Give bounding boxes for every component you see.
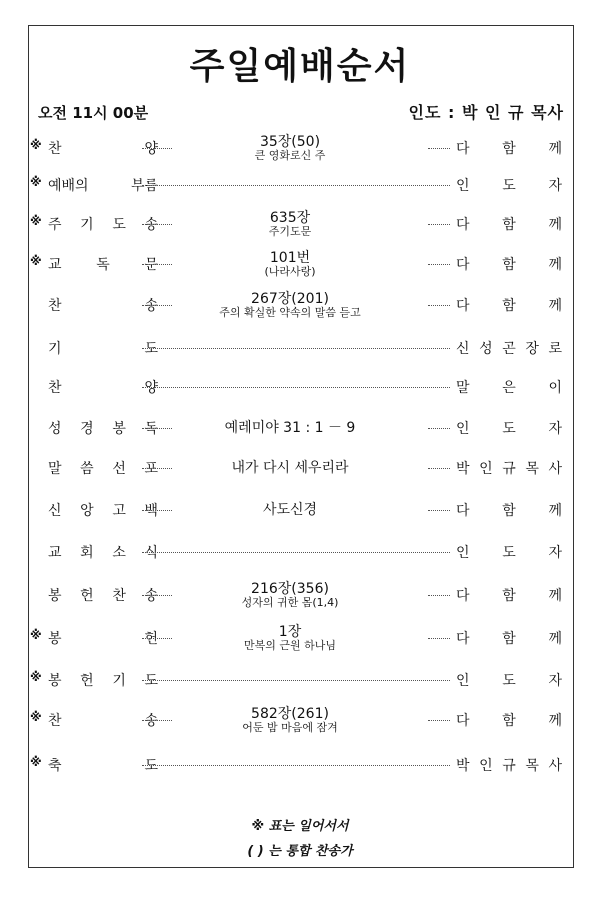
row-label: 찬 양 bbox=[48, 141, 158, 157]
worship-row bbox=[30, 624, 570, 668]
dot-leader bbox=[142, 387, 450, 388]
row-participant: 다 함 께 bbox=[456, 298, 562, 314]
dot-leader bbox=[428, 510, 450, 511]
row-participant: 인 도 자 bbox=[456, 178, 562, 194]
standing-mark: ※ bbox=[30, 710, 42, 724]
worship-row bbox=[30, 134, 570, 178]
worship-row bbox=[30, 706, 570, 750]
standing-mark: ※ bbox=[30, 214, 42, 228]
standing-mark: ※ bbox=[30, 670, 42, 684]
row-detail-main: 사도신경 bbox=[262, 502, 318, 518]
dot-leader bbox=[428, 638, 450, 639]
row-label: 신 앙 고 백 bbox=[48, 503, 158, 519]
worship-row bbox=[30, 542, 570, 582]
dot-leader bbox=[428, 595, 450, 596]
row-participant: 인 도 자 bbox=[456, 545, 562, 561]
row-participant: 박 인 규 목 사 bbox=[456, 461, 562, 477]
row-detail-sub: 주의 확실한 약속의 말씀 듣고 bbox=[219, 306, 361, 320]
worship-row bbox=[30, 581, 570, 625]
row-detail-main: 267장(201) bbox=[251, 291, 329, 307]
row-label: 교 독 문 bbox=[48, 257, 158, 273]
row-detail-main: 1장 bbox=[278, 624, 302, 640]
row-participant: 다 함 께 bbox=[456, 503, 562, 519]
page-title: 주일예배순서 bbox=[189, 46, 411, 87]
row-detail-main: 635장 bbox=[269, 210, 311, 226]
row-detail-main: 582장(261) bbox=[251, 706, 329, 722]
row-participant: 인 도 자 bbox=[456, 421, 562, 437]
dot-leader bbox=[428, 224, 450, 225]
worship-row bbox=[30, 377, 570, 417]
dot-leader bbox=[428, 264, 450, 265]
dot-leader bbox=[428, 148, 450, 149]
row-detail-main: 내가 다시 세우리라 bbox=[231, 460, 349, 476]
row-detail bbox=[160, 134, 420, 163]
row-label: 기 도 bbox=[48, 341, 158, 357]
row-detail-sub: 큰 영화로신 주 bbox=[254, 149, 326, 163]
standing-note: ※ 표는 일어서서 bbox=[251, 819, 349, 834]
row-participant: 다 함 께 bbox=[456, 588, 562, 604]
row-detail bbox=[160, 210, 420, 239]
row-detail-sub: (나라사랑) bbox=[264, 265, 316, 279]
dot-leader bbox=[142, 765, 450, 766]
worship-row bbox=[30, 500, 570, 540]
row-participant: 말 은 이 bbox=[456, 380, 562, 396]
row-participant: 다 함 께 bbox=[456, 713, 562, 729]
row-participant: 신 성 곤 장 로 bbox=[456, 341, 562, 357]
row-participant: 인 도 자 bbox=[456, 673, 562, 689]
row-label: 말 씀 선 포 bbox=[48, 461, 158, 477]
row-label: 교 회 소 식 bbox=[48, 545, 158, 561]
dot-leader bbox=[142, 552, 450, 553]
row-detail bbox=[160, 581, 420, 610]
dot-leader bbox=[142, 348, 450, 349]
dot-leader bbox=[428, 428, 450, 429]
standing-mark: ※ bbox=[30, 175, 42, 189]
row-detail bbox=[160, 420, 420, 436]
standing-mark: ※ bbox=[30, 755, 42, 769]
row-detail bbox=[160, 624, 420, 653]
row-label: 찬 송 bbox=[48, 713, 158, 729]
row-detail-main: 216장(356) bbox=[251, 581, 329, 597]
worship-row bbox=[30, 755, 570, 795]
row-detail-main: 101번 bbox=[269, 250, 311, 266]
standing-mark: ※ bbox=[30, 138, 42, 152]
row-participant: 다 함 께 bbox=[456, 217, 562, 233]
row-detail bbox=[160, 250, 420, 279]
worship-row bbox=[30, 670, 570, 710]
standing-mark: ※ bbox=[30, 254, 42, 268]
row-label: 봉 헌 찬 송 bbox=[48, 588, 158, 604]
row-participant: 다 함 께 bbox=[456, 257, 562, 273]
row-label: 봉 헌 기 도 bbox=[48, 673, 158, 689]
row-detail bbox=[160, 706, 420, 735]
worship-row bbox=[30, 250, 570, 294]
row-label: 예배의 부름 bbox=[48, 178, 158, 194]
row-label: 성 경 봉 독 bbox=[48, 421, 158, 437]
dot-leader bbox=[142, 185, 450, 186]
row-participant: 다 함 께 bbox=[456, 631, 562, 647]
row-label: 찬 송 bbox=[48, 298, 158, 314]
worship-row bbox=[30, 175, 570, 215]
row-detail bbox=[160, 460, 420, 476]
dot-leader bbox=[428, 305, 450, 306]
worship-row bbox=[30, 210, 570, 254]
row-label: 주 기 도 송 bbox=[48, 217, 158, 233]
service-time: 오전 11시 00분 bbox=[38, 104, 149, 122]
hymnal-note: ( ) 는 통합 찬송가 bbox=[247, 844, 353, 859]
worship-row bbox=[30, 338, 570, 378]
row-label: 봉 헌 bbox=[48, 631, 158, 647]
row-detail-sub: 만복의 근원 하나님 bbox=[243, 639, 336, 653]
row-detail bbox=[160, 502, 420, 518]
worship-row bbox=[30, 418, 570, 458]
worship-row bbox=[30, 458, 570, 498]
row-detail-main: 35장(50) bbox=[259, 134, 321, 150]
dot-leader bbox=[428, 720, 450, 721]
dot-leader bbox=[142, 680, 450, 681]
worship-row bbox=[30, 291, 570, 335]
service-leader: 인도 : 박 인 규 목사 bbox=[408, 103, 564, 122]
row-participant: 다 함 께 bbox=[456, 141, 562, 157]
row-participant: 박 인 규 목 사 bbox=[456, 758, 562, 774]
standing-mark: ※ bbox=[30, 628, 42, 642]
row-label: 축 도 bbox=[48, 758, 158, 774]
row-detail-sub: 주기도문 bbox=[268, 225, 312, 239]
row-detail bbox=[160, 291, 420, 320]
row-detail-main: 예레미야 31 : 1 － 9 bbox=[224, 420, 356, 436]
row-detail-sub: 성자의 귀한 몸(1,4) bbox=[241, 596, 339, 610]
row-label: 찬 양 bbox=[48, 380, 158, 396]
row-detail-sub: 어둔 밤 마음에 잠겨 bbox=[242, 721, 338, 735]
dot-leader bbox=[428, 468, 450, 469]
